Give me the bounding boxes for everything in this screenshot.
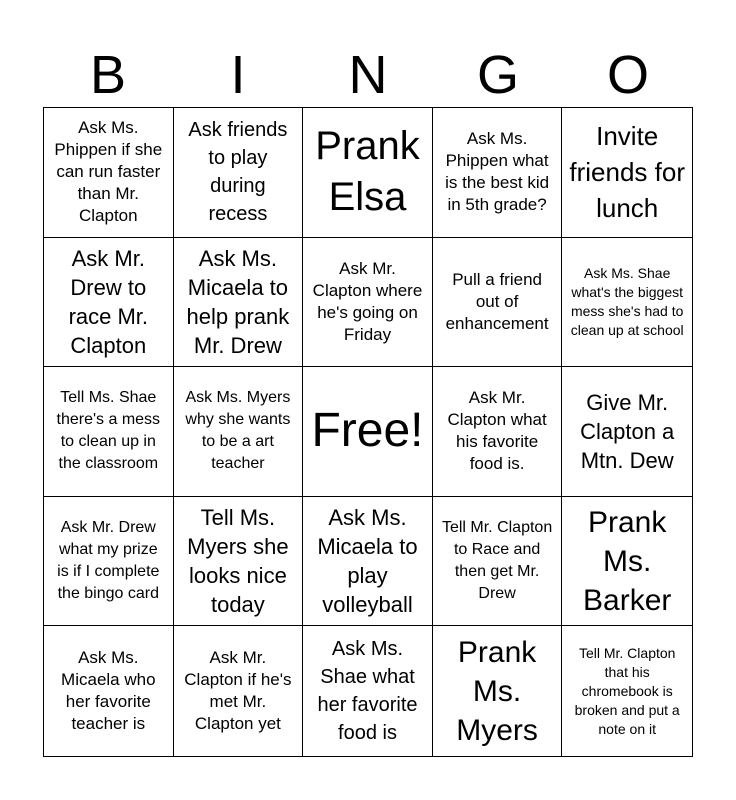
bingo-cell[interactable]: Pull a friend out of enhancement <box>433 238 563 368</box>
header-letter-o: O <box>606 45 649 105</box>
bingo-cell[interactable]: Ask friends to play during recess <box>174 108 304 238</box>
bingo-cell[interactable]: Ask Ms. Micaela to play volleyball <box>303 497 433 627</box>
bingo-cell[interactable]: Prank Elsa <box>303 108 433 238</box>
bingo-header <box>43 44 693 106</box>
bingo-cell[interactable]: Tell Ms. Myers she looks nice today <box>174 497 304 627</box>
header-letter-n: N <box>348 45 388 105</box>
bingo-cell[interactable]: Give Mr. Clapton a Mtn. Dew <box>562 367 692 497</box>
bingo-cell[interactable]: Ask Mr. Clapton what his favorite food is. <box>433 367 563 497</box>
bingo-cell[interactable]: Tell Mr. Clapton to Race and then get Mr. Drew <box>433 497 563 627</box>
bingo-cell[interactable]: Tell Mr. Clapton that his chromebook is broken and put a note on it <box>574 644 680 737</box>
header-letter-b: B <box>89 45 127 105</box>
bingo-cell-free[interactable]: Free! <box>303 367 433 497</box>
bingo-cell[interactable]: Tell Ms. Shae there's a mess to clean up in the classroom <box>44 367 174 497</box>
bingo-cell[interactable]: Ask Mr. Clapton if he's met Mr. Clapton yet <box>174 626 304 756</box>
bingo-cell[interactable]: Ask Ms. Micaela to help prank Mr. Drew <box>174 238 304 368</box>
header-letter-i: I <box>230 45 246 105</box>
bingo-cell[interactable]: Ask Ms. Shae what's the biggest mess she's had to clean up at school <box>562 238 692 368</box>
bingo-cell[interactable]: Ask Ms. Micaela who her favorite teacher is <box>44 626 174 756</box>
bingo-cell[interactable]: Ask Ms. Phippen if she can run faster than Mr. Clapton <box>44 108 174 238</box>
bingo-cell[interactable]: Prank Ms. Barker <box>562 497 692 627</box>
bingo-grid <box>43 107 693 757</box>
bingo-cell[interactable]: Ask Ms. Phippen what is the best kid in 5th grade? <box>433 108 563 238</box>
bingo-cell[interactable]: Ask Mr. Clapton where he's going on Friday <box>303 238 433 368</box>
bingo-cell[interactable]: Invite friends for lunch <box>562 108 692 238</box>
bingo-cell[interactable]: Ask Ms. Shae what her favorite food is <box>303 626 433 756</box>
bingo-cell[interactable]: Ask Mr. Drew to race Mr. Clapton <box>44 238 174 368</box>
bingo-cell[interactable]: Ask Ms. Myers why she wants to be a art teacher <box>174 367 304 497</box>
header-letter-g: G <box>476 45 519 105</box>
bingo-cell[interactable]: Ask Mr. Drew what my prize is if I complete the bingo card <box>44 497 174 627</box>
bingo-cell[interactable]: Prank Ms. Myers <box>433 626 563 756</box>
